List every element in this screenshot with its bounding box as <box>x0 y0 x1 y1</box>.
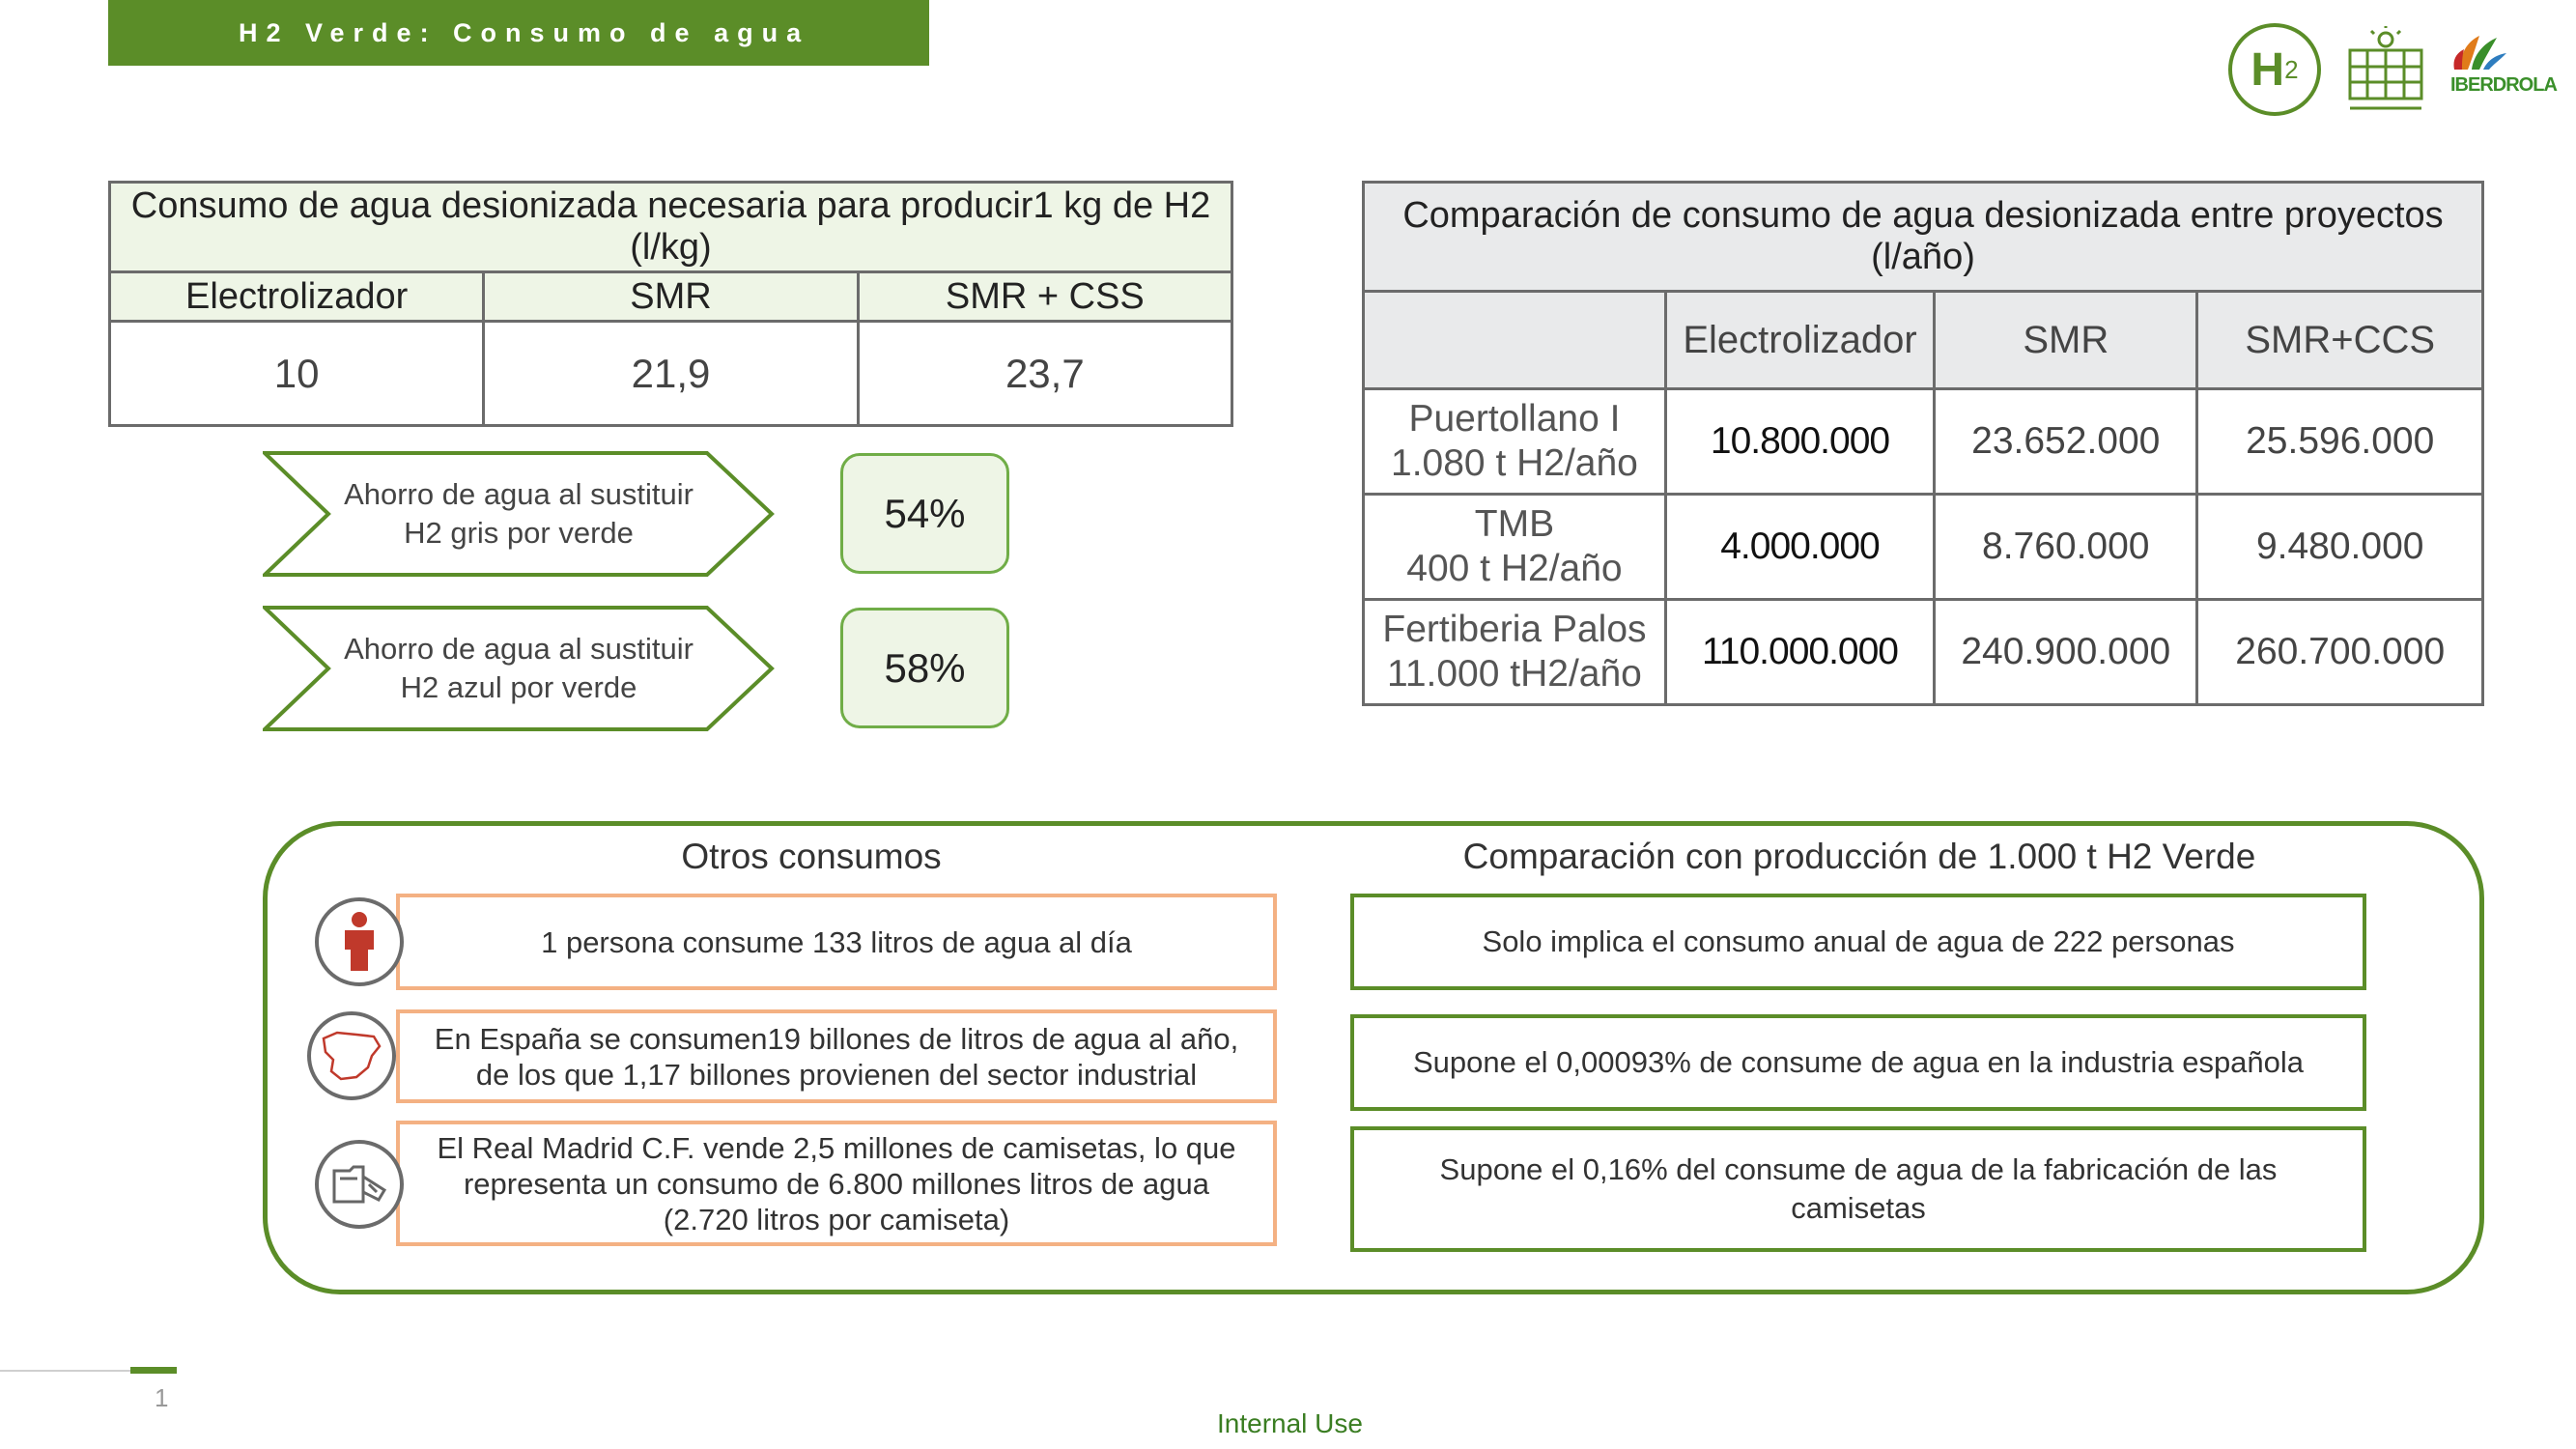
table-cell: 9.480.000 <box>2197 495 2483 600</box>
table-cell: 240.900.000 <box>1935 600 2197 705</box>
otros-item: En España se consumen19 billones de litros de agua al año, de los que 1,17 billones provienen del sector industrial <box>396 1009 1277 1103</box>
logo-group <box>2228 21 2557 118</box>
savings-percent-badge: 54% <box>840 453 1009 574</box>
project-comparison-table <box>1362 181 2484 706</box>
project-cell: Puertollano I 1.080 t H2/año <box>1364 389 1666 495</box>
column-header: Electrolizador <box>110 272 484 322</box>
table-caption: Consumo de agua desionizada necesaria para producir1 kg de H2 (l/kg) <box>110 183 1232 272</box>
column-header: Electrolizador <box>1665 292 1934 389</box>
table-cell: 260.700.000 <box>2197 600 2483 705</box>
comparacion-item: Solo implica el consumo anual de agua de 222 personas <box>1350 894 2366 990</box>
slide-title: H2 Verde: Consumo de agua <box>239 17 810 47</box>
savings-percent-badge: 58% <box>840 608 1009 728</box>
solar-panel-icon <box>2342 26 2429 113</box>
project-cell: TMB 400 t H2/año <box>1364 495 1666 600</box>
person-icon <box>315 897 404 986</box>
table-cell: 23,7 <box>858 322 1231 426</box>
slide-title-bar <box>108 0 929 66</box>
spain-map-icon <box>307 1011 396 1100</box>
shirt-factory-icon <box>315 1140 404 1229</box>
column-header: SMR + CSS <box>858 272 1231 322</box>
table-cell: 10.800.000 <box>1665 389 1934 495</box>
table-cell: 25.596.000 <box>2197 389 2483 495</box>
h2-logo: H 2 <box>2228 23 2321 116</box>
comparacion-item: Supone el 0,16% del consume de agua de la fabricación de las camisetas <box>1350 1126 2366 1252</box>
footer-divider <box>0 1370 130 1372</box>
otros-item: 1 persona consume 133 litros de agua al día <box>396 894 1277 990</box>
otros-item: El Real Madrid C.F. vende 2,5 millones de camisetas, lo que representa un consumo de 6.800 millones litros de agua (2.720 litros por camiseta) <box>396 1121 1277 1246</box>
table-cell: 4.000.000 <box>1665 495 1934 600</box>
comparacion-item: Supone el 0,00093% de consume de agua en la industria española <box>1350 1014 2366 1111</box>
table-row <box>1364 495 2483 600</box>
table-cell: 10 <box>110 322 484 426</box>
savings-chevron-gris <box>263 451 775 577</box>
table-cell: 110.000.000 <box>1665 600 1934 705</box>
otros-consumos-title: Otros consumos <box>681 837 942 876</box>
iberdrola-logo: IBERDROLA <box>2450 26 2557 113</box>
table-cell: 23.652.000 <box>1935 389 2197 495</box>
project-cell: Fertiberia Palos 11.000 tH2/año <box>1364 600 1666 705</box>
column-header: SMR <box>484 272 858 322</box>
table-cell: 8.760.000 <box>1935 495 2197 600</box>
water-per-kg-table <box>108 181 1233 427</box>
table-row <box>1364 389 2483 495</box>
comparacion-title: Comparación con producción de 1.000 t H2 Verde <box>1462 837 2256 876</box>
table-caption: Comparación de consumo de agua desionizada entre proyectos (l/año) <box>1364 183 2483 292</box>
footer-accent <box>130 1367 177 1374</box>
table-cell: 21,9 <box>484 322 858 426</box>
savings-chevron-azul <box>263 606 775 731</box>
savings-label: Ahorro de agua al sustituir H2 azul por verde <box>344 632 694 704</box>
column-header: SMR+CCS <box>2197 292 2483 389</box>
column-header: SMR <box>1935 292 2197 389</box>
classification-label: Internal Use <box>1217 1408 1363 1438</box>
page-number: 1 <box>155 1383 169 1412</box>
table-row <box>1364 600 2483 705</box>
column-header-empty <box>1364 292 1666 389</box>
savings-label: Ahorro de agua al sustituir H2 gris por verde <box>344 477 694 550</box>
